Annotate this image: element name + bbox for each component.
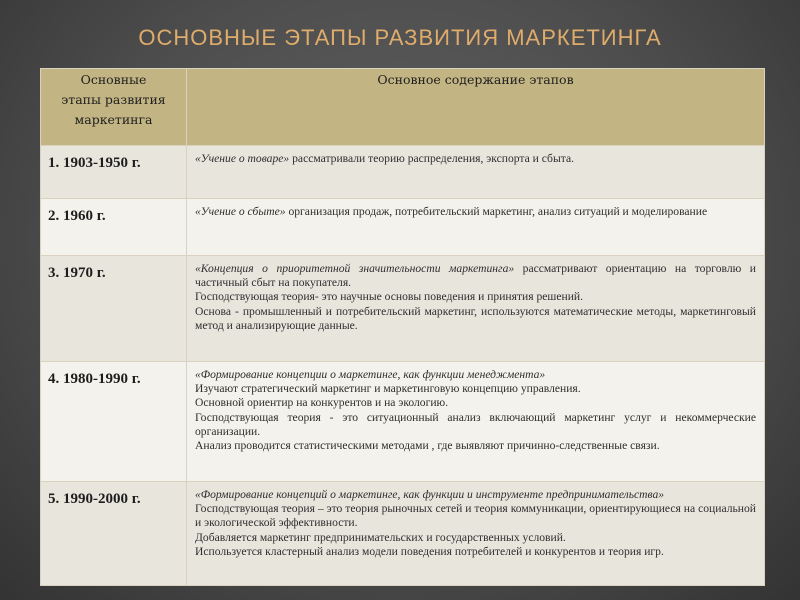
content-line: Изучают стратегический маркетинг и маркетинговую концепцию управления. <box>195 382 581 396</box>
stage-title: «Формирование концепции о маркетинге, как функции менеджмента» <box>195 368 546 381</box>
content-line: Основа - промышленный и потребительский маркетинг, используются математические методы, маркетинговый метод и анализирующие данные. <box>195 304 756 332</box>
stage-title-rest: рассматривают ориентацию на торговлю и частичный сбыт на покупателя. <box>195 262 757 290</box>
content-line: Анализ проводится статистическими методами , где выявляют причинно-следственные связи. <box>195 439 660 453</box>
table-header-row <box>41 69 765 146</box>
table-row <box>41 199 765 256</box>
stages-table <box>40 68 765 586</box>
stage-title: «Учение о сбыте» <box>195 205 286 218</box>
table-row <box>41 256 765 362</box>
stage-title: «Формирование концепций о маркетинге, как функции и инструменте предпринимательства» <box>195 488 665 501</box>
stage-title-rest: организация продаж, потребительский маркетинг, анализ ситуаций и моделирование <box>285 205 708 218</box>
content-cell <box>187 256 765 362</box>
header-content: Основное содержание этапов <box>187 69 765 146</box>
content-line: Используется кластерный анализ модели поведения потребителей и конкурентов и теория игр. <box>195 544 664 558</box>
period-cell: 5. 1990-2000 г. <box>41 482 187 586</box>
content-line: Добавляется маркетинг предпринимательских и государственных условий. <box>195 530 566 544</box>
table-row <box>41 362 765 482</box>
period-cell: 2. 1960 г. <box>41 199 187 256</box>
period-cell: 3. 1970 г. <box>41 256 187 362</box>
table-row <box>41 482 765 586</box>
content-line: Господствующая теория – это теория рыночных сетей и теория коммуникации, ориентирующиеся на социальной и экологической эффективности. <box>195 502 756 530</box>
content-cell <box>187 482 765 586</box>
header-stages-line: маркетинга <box>74 112 153 127</box>
stage-title: «Учение о товаре» <box>195 152 290 165</box>
header-stages <box>41 69 187 146</box>
period-cell: 1. 1903-1950 г. <box>41 146 187 199</box>
stage-title: «Концепция о приоритетной значительности маркетинга» <box>195 262 515 275</box>
content-cell <box>187 146 765 199</box>
content-cell <box>187 199 765 256</box>
table-row <box>41 146 765 199</box>
period-cell: 4. 1980-1990 г. <box>41 362 187 482</box>
content-line: Основной ориентир на конкурентов и на экологию. <box>195 396 449 410</box>
stage-title-rest: рассматривали теорию распределения, экспорта и сбыта. <box>289 152 574 165</box>
header-stages-line: этапы развития <box>61 92 166 107</box>
content-cell <box>187 362 765 482</box>
slide-title: ОСНОВНЫЕ ЭТАПЫ РАЗВИТИЯ МАРКЕТИНГА <box>138 25 662 50</box>
content-line: Господствующая теория- это научные основы поведения и принятия решений. <box>195 290 584 304</box>
header-stages-line: Основные <box>80 72 147 87</box>
content-line: Господствующая теория - это ситуационный анализ включающий маркетинг услуг и некоммерческие организации. <box>195 410 756 438</box>
